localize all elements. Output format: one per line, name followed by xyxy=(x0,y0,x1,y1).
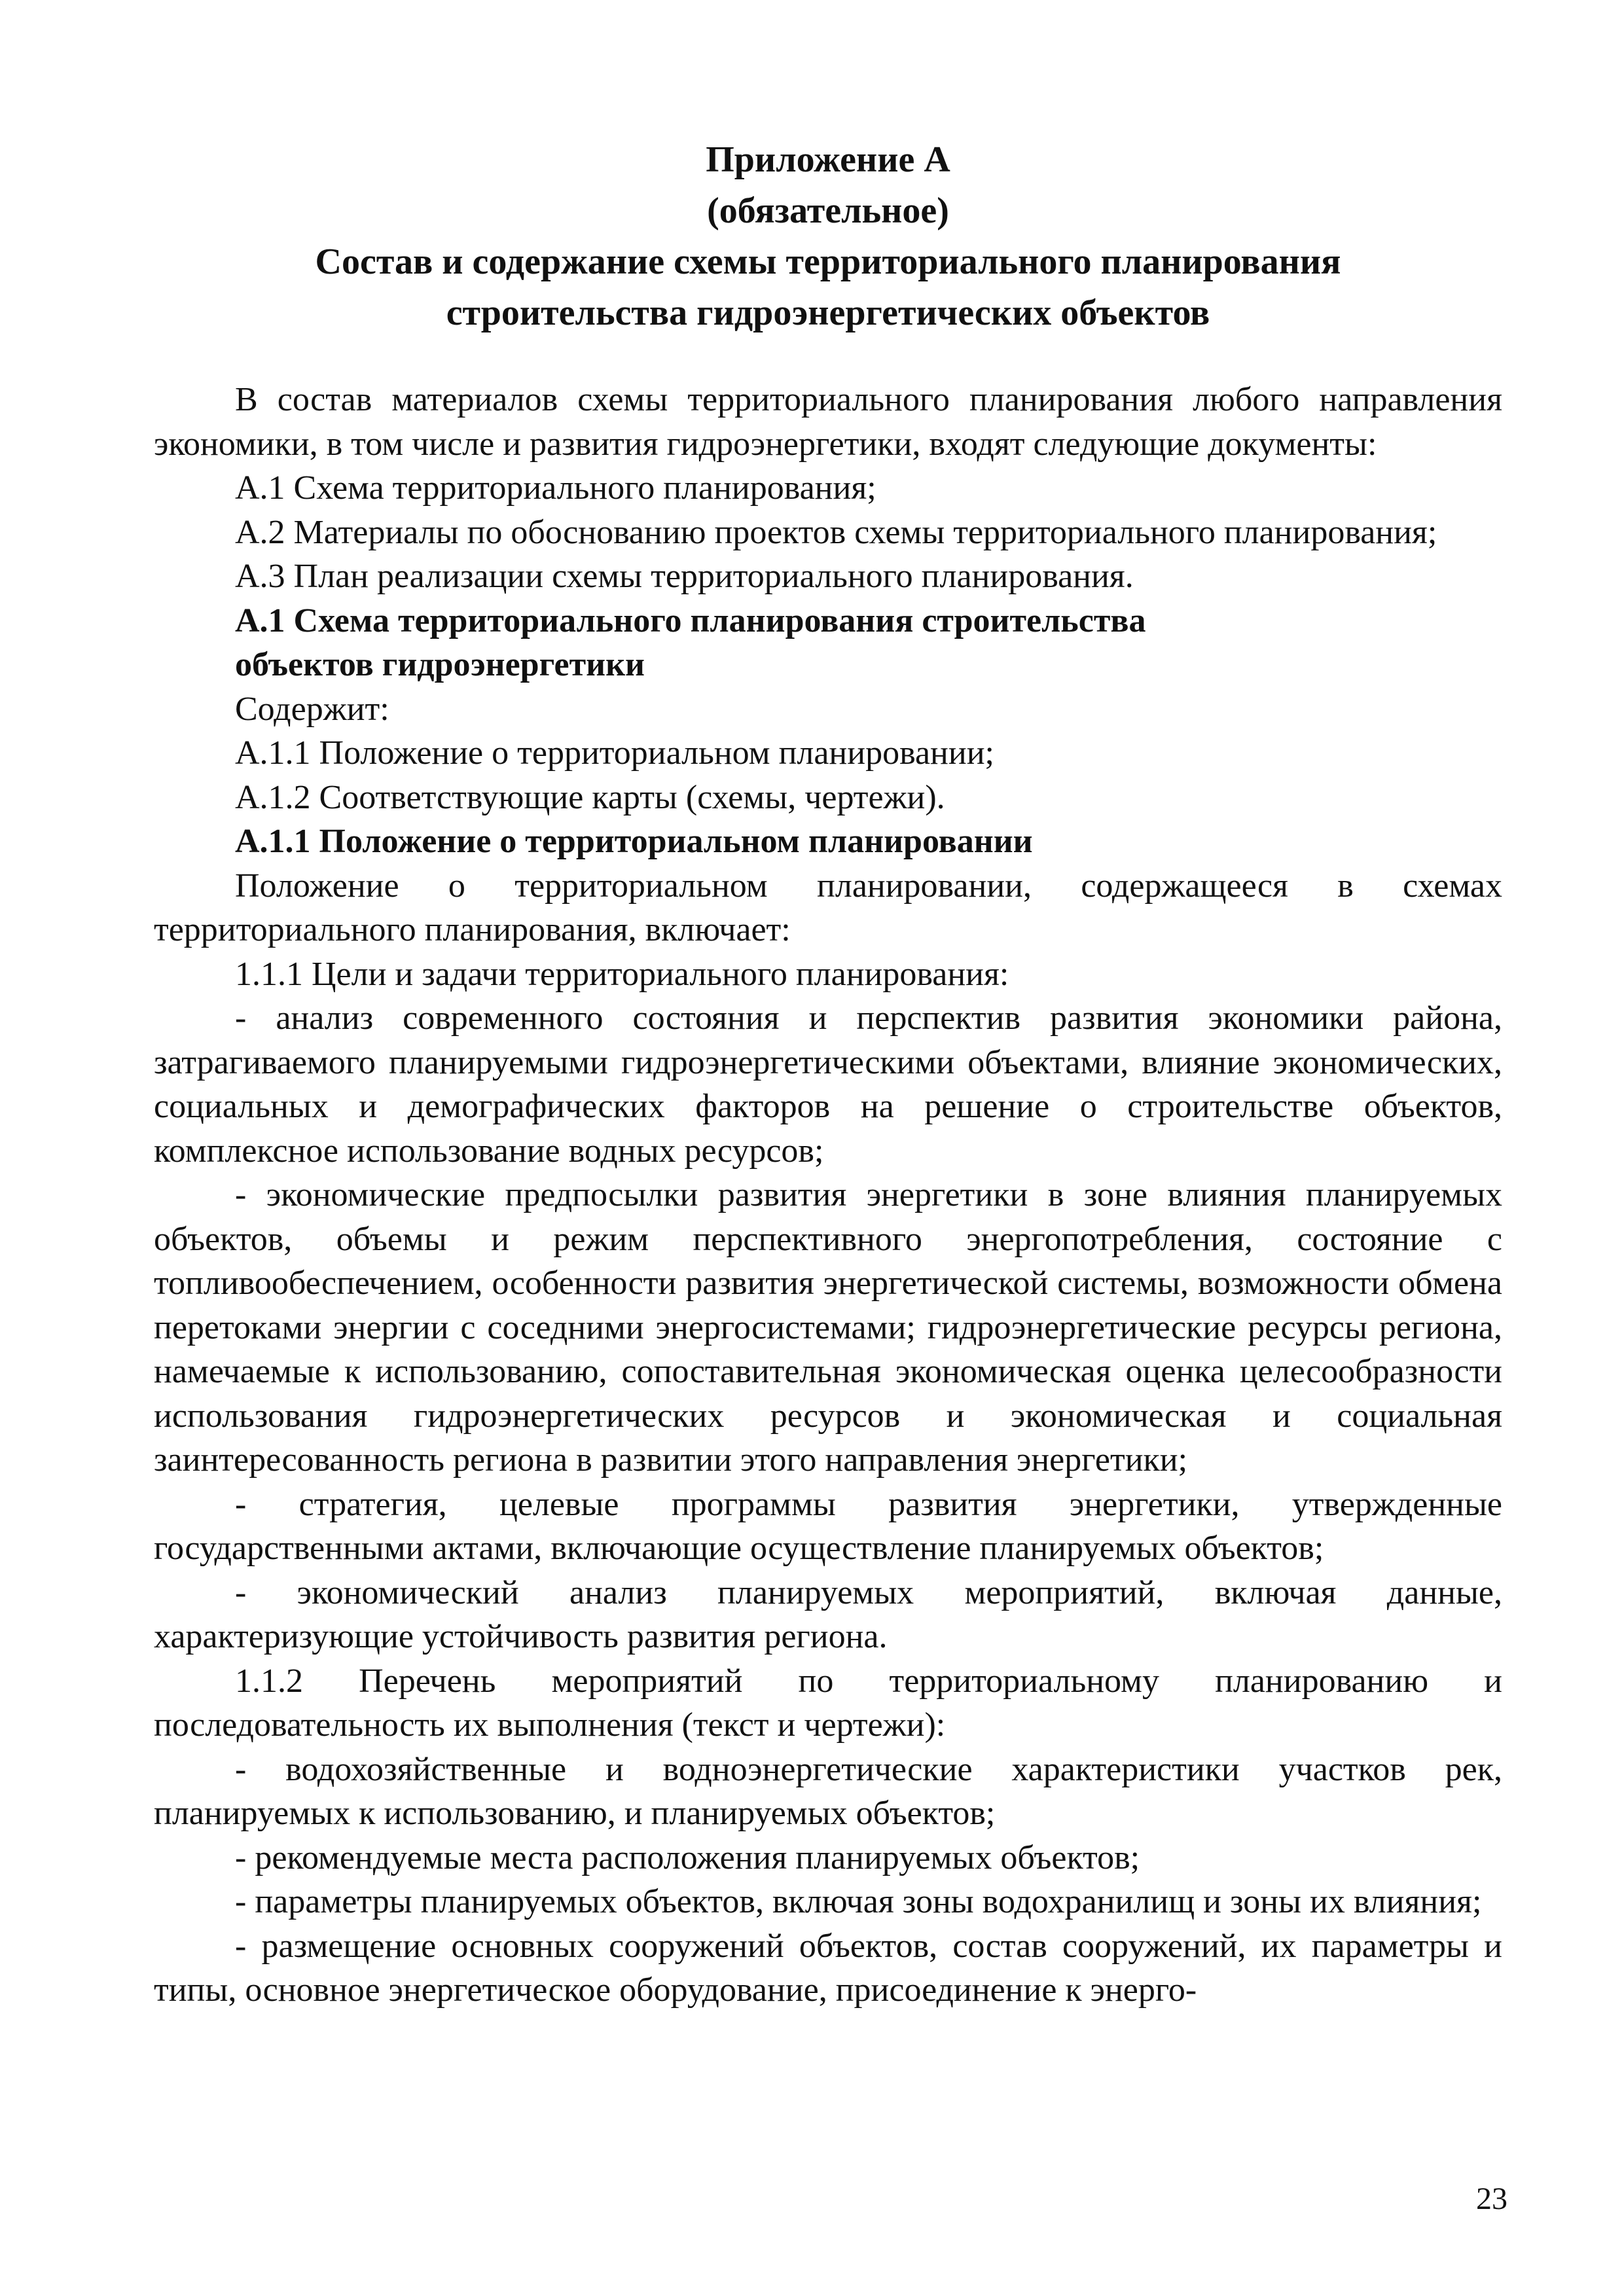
bullet-recommended-locations: - рекомендуемые места расположения планируемых объектов; xyxy=(235,1839,1140,1876)
section-heading-a1 xyxy=(154,599,1502,687)
section-heading-a1-line2: объектов гидроэнергетики xyxy=(235,646,645,683)
list-item-a12: А.1.2 Соответствующие карты (схемы, чертежи). xyxy=(235,778,945,816)
document-page xyxy=(154,134,1502,2013)
section-heading-a11: А.1.1 Положение о территориальном планировании xyxy=(235,823,1033,860)
paragraph-position-intro: Положение о территориальном планировании, содержащееся в схемах территориального планирования, включает: xyxy=(154,867,1502,948)
bullet-strategy: - стратегия, целевые программы развития энергетики, утвержденные государственными актами, включающие осуществление планируемых объектов; xyxy=(154,1485,1502,1567)
paragraph-intro: В состав материалов схемы территориального планирования любого направления экономики, в том числе и развития гидроэнергетики, входят следующие документы: xyxy=(154,381,1502,463)
list-item-a1: А.1 Схема территориального планирования; xyxy=(235,469,876,507)
title-line-composition: Состав и содержание схемы территориального планирования xyxy=(315,242,1341,282)
paragraph-contains: Содержит: xyxy=(235,690,389,728)
bullet-economic-analysis: - экономический анализ планируемых мероприятий, включая данные, характеризующие устойчивость развития региона. xyxy=(154,1573,1502,1655)
list-item-a2: А.2 Материалы по обоснованию проектов схемы территориального планирования; xyxy=(235,513,1437,551)
title-line-appendix: Приложение А xyxy=(706,139,950,180)
bullet-main-structures: - размещение основных сооружений объектов, состав сооружений, их параметры и типы, основное энергетическое оборудование, присоединение к энерго- xyxy=(154,1927,1502,2009)
body-text xyxy=(154,378,1502,2013)
bullet-water-characteristics: - водохозяйственные и водноэнергетические характеристики участков рек, планируемых к использованию, и планируемых объектов; xyxy=(154,1750,1502,1832)
title-line-mandatory: (обязательное) xyxy=(707,190,949,231)
page-number: 23 xyxy=(1476,2181,1507,2216)
paragraph-1-1-2: 1.1.2 Перечень мероприятий по территориальному планированию и последовательность их выполнения (текст и чертежи): xyxy=(154,1662,1502,1744)
bullet-economic-prerequisites: - экономические предпосылки развития энергетики в зоне влияния планируемых объектов, объемы и режим перспективного энергопотребления, состояние с топливообеспечением, особенности развития энергетической системы, возможности обмена перетоками энергии с соседними энергосистемами; гидроэнергетические ресурсы региона, намечаемые к использованию, сопоставительная экономическая оценка целесообразности использования гидроэнергетических ресурсов и экономическая и социальная заинтересованность региона в развитии этого направления энергетики; xyxy=(154,1176,1502,1479)
list-item-a3: А.3 План реализации схемы территориального планирования. xyxy=(235,558,1134,595)
paragraph-1-1-1: 1.1.1 Цели и задачи территориального планирования: xyxy=(235,955,1009,993)
section-heading-a1-line1: А.1 Схема территориального планирования строительства xyxy=(235,601,1146,639)
bullet-object-parameters: - параметры планируемых объектов, включая зоны водохранилищ и зоны их влияния; xyxy=(235,1883,1482,1920)
title-line-objects: строительства гидроэнергетических объектов xyxy=(446,293,1210,333)
list-item-a11: А.1.1 Положение о территориальном планировании; xyxy=(235,734,994,772)
appendix-title xyxy=(154,134,1502,338)
bullet-analysis: - анализ современного состояния и перспектив развития экономики района, затрагиваемого планируемыми гидроэнергетическими объектами, влияние экономических, социальных и демографических факторов на решение о строительстве объектов, комплексное использование водных ресурсов; xyxy=(154,999,1502,1170)
